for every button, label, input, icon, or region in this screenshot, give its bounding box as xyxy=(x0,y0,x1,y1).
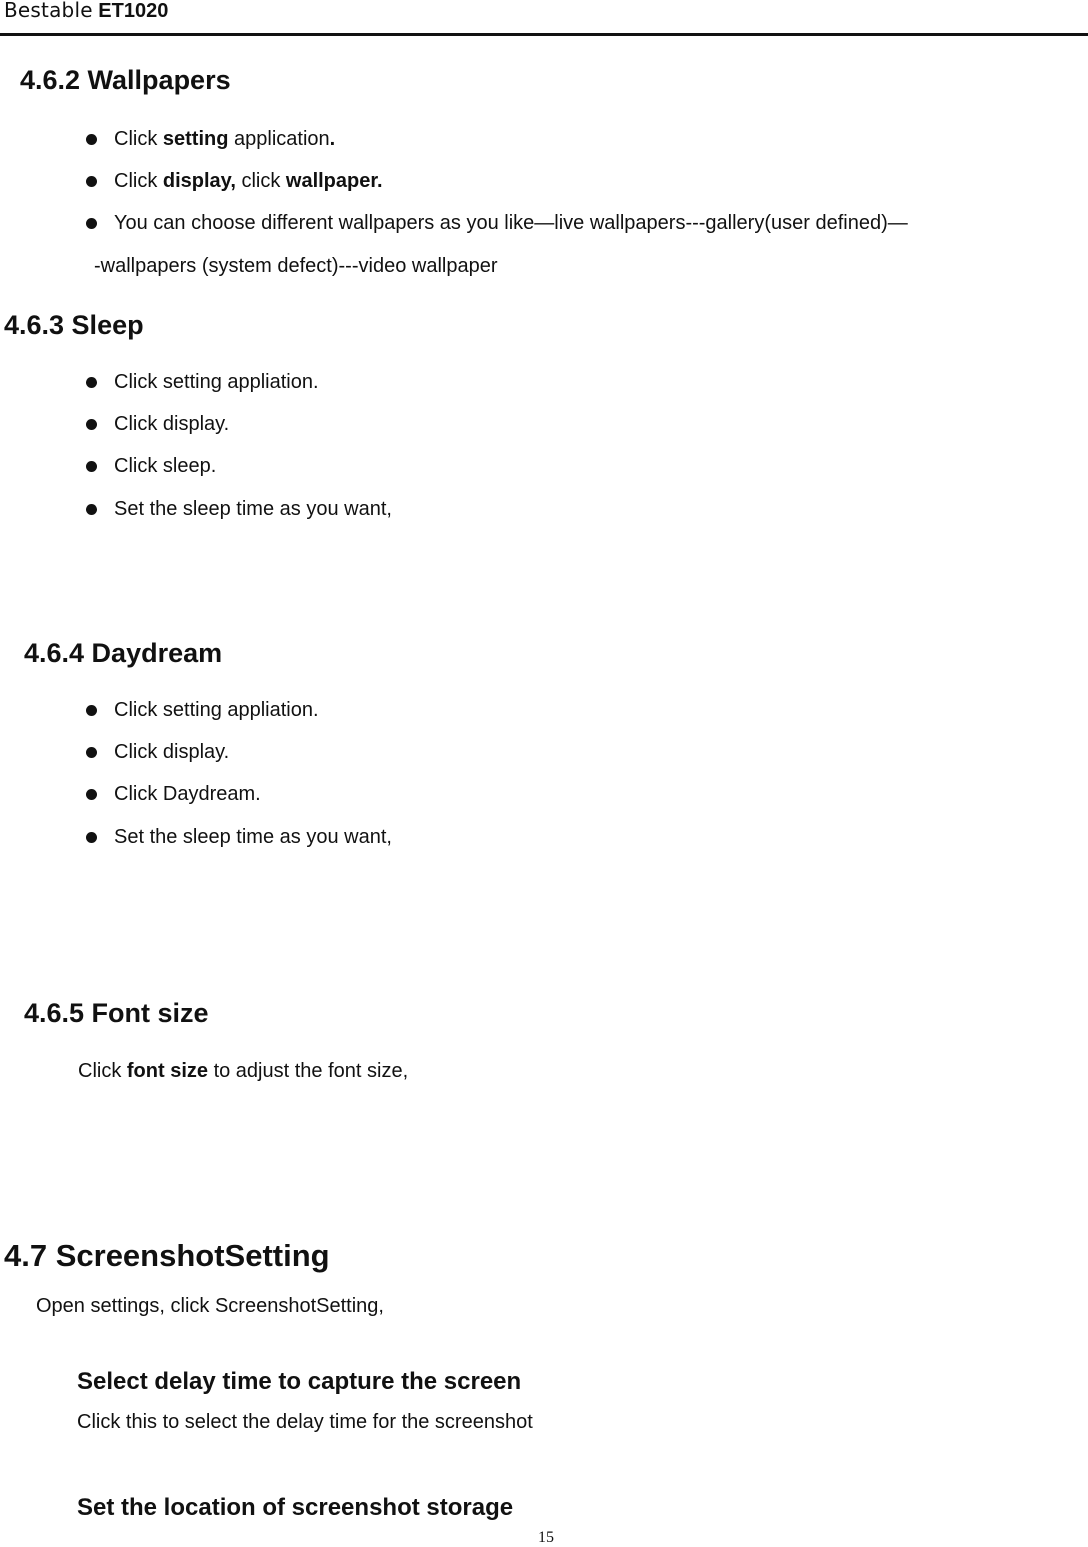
item-text: Click display. xyxy=(114,741,230,763)
list-item xyxy=(86,371,319,394)
list-item xyxy=(86,212,908,235)
wallpapers-heading: 4.6.2 Wallpapers xyxy=(20,65,231,95)
bullet-icon xyxy=(86,134,97,145)
bullet-icon xyxy=(86,789,97,800)
item-bold-text: setting xyxy=(162,128,229,150)
list-item xyxy=(86,498,392,521)
list-item xyxy=(86,455,216,478)
model-name: ET1020 xyxy=(98,0,169,22)
item-text: Click display. xyxy=(114,413,230,435)
bullet-icon xyxy=(86,832,97,843)
item-text: click xyxy=(235,170,286,192)
item-text: Click xyxy=(114,128,163,150)
list-item-continuation: -wallpapers (system defect)---video wallpaper xyxy=(94,255,498,277)
bullet-icon xyxy=(86,747,97,758)
item-bold-text: wallpaper. xyxy=(285,170,383,192)
item-text: Click xyxy=(114,170,163,192)
list-item xyxy=(86,128,335,151)
page-number: 15 xyxy=(538,1529,554,1546)
item-bold-text: . xyxy=(329,128,336,150)
list-item xyxy=(86,699,319,722)
screenshot-setting-heading: 4.7 ScreenshotSetting xyxy=(4,1238,330,1273)
storage-location-heading: Set the location of screenshot storage xyxy=(77,1494,514,1521)
daydream-heading: 4.6.4 Daydream xyxy=(24,638,223,668)
item-text: Set the sleep time as you want, xyxy=(114,826,392,848)
item-bold-text: display, xyxy=(162,170,236,192)
item-text: Click setting appliation. xyxy=(114,699,319,721)
bullet-icon xyxy=(86,705,97,716)
bullet-icon xyxy=(86,218,97,229)
brand-name: Bestable xyxy=(4,0,93,22)
screenshot-intro-text: Open settings, click ScreenshotSetting, xyxy=(36,1295,384,1317)
list-item xyxy=(86,826,392,849)
item-text: Click sleep. xyxy=(114,455,217,477)
list-item xyxy=(86,413,229,436)
header-divider xyxy=(0,33,1088,36)
font-size-heading: 4.6.5 Font size xyxy=(24,998,209,1028)
item-text: Set the sleep time as you want, xyxy=(114,498,392,520)
list-item xyxy=(86,741,229,764)
item-bold-text: font size xyxy=(126,1060,209,1082)
bullet-icon xyxy=(86,419,97,430)
list-item xyxy=(86,783,261,806)
font-size-text xyxy=(78,1060,408,1083)
item-text: Click xyxy=(78,1060,127,1082)
item-text: to adjust the font size, xyxy=(208,1060,409,1082)
item-text: application xyxy=(228,128,330,150)
bullet-icon xyxy=(86,461,97,472)
sleep-heading: 4.6.3 Sleep xyxy=(4,310,144,340)
item-text: Click Daydream. xyxy=(114,783,261,805)
bullet-icon xyxy=(86,176,97,187)
delay-time-heading: Select delay time to capture the screen xyxy=(77,1368,522,1395)
item-text: You can choose different wallpapers as you like—live wallpapers---gallery(user defined)— xyxy=(114,212,908,234)
document-header xyxy=(4,0,168,23)
delay-time-text: Click this to select the delay time for the screenshot xyxy=(77,1411,533,1433)
list-item xyxy=(86,170,383,193)
bullet-icon xyxy=(86,504,97,515)
item-text: Click setting appliation. xyxy=(114,371,319,393)
bullet-icon xyxy=(86,377,97,388)
